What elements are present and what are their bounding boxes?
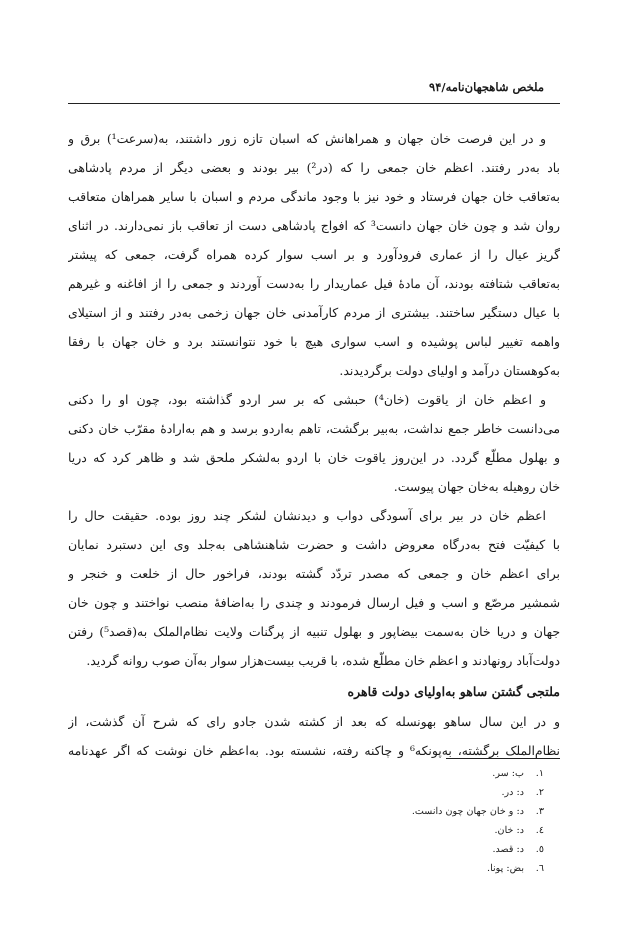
footnotes xyxy=(412,764,544,878)
text-line: باد به‌در رفتند. اعظم خان جمعی را که (در²) بیر بودند و بعضی دیگر از مردم پادشاهی xyxy=(68,160,560,175)
footnote-number: ٢. xyxy=(535,787,544,798)
footnote-text: ب: سر. xyxy=(492,768,524,779)
paragraph-3 xyxy=(68,501,560,675)
text-line: برای اعظم خان و جمعی که مصدر تردّد گشته بودند، فراخور حال از خلعت و خنجر و xyxy=(68,566,560,581)
footnote-text: د: قصد. xyxy=(492,844,524,855)
text-line: با کیفیّت فتح به‌درگاه معروض داشت و حضرت شاهنشاهی به‌جلد وی این دستبرد نمایان xyxy=(68,537,560,552)
text-line: و بهلول مطلّع گردد. در این‌روز یاقوت خان با اردو به‌لشکر ملحق شد و ظاهر کرد که دریا xyxy=(68,450,560,465)
header-title: ملخص شاهجهان‌نامه/۹۴ xyxy=(429,80,544,94)
paragraph-2 xyxy=(68,385,560,501)
text-line: شمشیر مرصّع و اسب و فیل ارسال فرمودند و چندی را به‌اضافهٔ منصب نواختند و چون خان xyxy=(68,595,560,610)
text-line: گریز عیال را از عماری فرودآورد و بر اسب سوار کرده همراه گرفت، جمعی که پیشتر xyxy=(68,247,560,262)
text-line: و اعظم خان از یاقوت (خان⁴) حبشی که بر سر اردو گذاشته بود، چون او را دکنی xyxy=(68,392,547,407)
header-rule xyxy=(68,103,560,104)
text-line: واهمه تغییر لباس پوشیده و اسب سواری هیچ با خود نتوانستند برد و خان جهان با رفقا xyxy=(68,334,560,349)
paragraph-1 xyxy=(68,124,560,385)
text-line: به‌تعاقب خان جهان فرستاد و خود نیز با وجود ماندگی مردم و اسبان با سایر همراهان متعاقب xyxy=(68,189,560,204)
text-line: با عیال دستگیر ساختند. بیشتری از مردم کارآمدنی خان جهان زخمی به‌در رفتند و از استیلای xyxy=(68,305,560,320)
footnote-number: ٥. xyxy=(535,844,544,855)
text-line: خان روهیله به‌خان جهان پیوست. xyxy=(393,479,560,494)
paragraph-4 xyxy=(68,707,560,765)
text-line: نظام‌الملک برگشته، به‌پونکه⁶ و چاکنه رفته، نشسته بود. به‌اعظم خان نوشت که اگر عهدنامه xyxy=(68,743,560,758)
text-line: و در این سال ساهو بهونسله که بعد از کشته شدن جادو رای که شرح آن گذشت، از xyxy=(68,714,560,729)
footnote xyxy=(412,783,544,802)
text-line: روان شد و چون خان جهان دانست³ که افواج پادشاهی دست از تعاقب باز نمی‌دارند. در اثنای xyxy=(68,218,560,233)
footnote-text: د: در. xyxy=(501,787,524,798)
footnote xyxy=(412,802,544,821)
footnote xyxy=(412,859,544,878)
text-line: اعظم خان در بیر برای آسودگی دواب و دیدنشان لشکر چند روز بوده. حقیقت حال را xyxy=(68,508,546,523)
footnote-rule xyxy=(446,758,560,759)
footnote xyxy=(412,840,544,859)
section-heading: ملتجی گشتن ساهو به‌اولیای دولت قاهره xyxy=(347,684,560,699)
footnote xyxy=(412,764,544,783)
text-line: جهان و دریا خان به‌سمت بیضاپور و بهلول تنبیه از پرگنات ولایت نظام‌الملک به(قصد⁵) رفتن xyxy=(68,624,560,639)
text-line: می‌دانست خاطر جمع نداشت، به‌بیر برگشت، تاهم به‌اردو برسد و هم به‌ارادهٔ مقرّب خان دکنی xyxy=(68,421,560,436)
footnote-text: د: و خان جهان چون دانست. xyxy=(411,806,524,817)
text-line: به‌تعاقب شتافته بودند، آن مادهٔ فیل عماریدار را به‌دست آوردند و جمعی را از افاغنه و غیرهم xyxy=(68,276,560,291)
footnote xyxy=(412,821,544,840)
footnote-text: بض: پونا. xyxy=(487,863,524,874)
running-header xyxy=(68,80,544,100)
footnote-number: ٣. xyxy=(535,806,544,817)
text-line: دولت‌آباد رونهادند و اعظم خان مطلّع شده، با قریب بیست‌هزار سوار به‌آن صوب روانه گردید. xyxy=(86,653,560,668)
footnote-text: د: خان. xyxy=(494,825,524,836)
footnote-number: ٤. xyxy=(535,825,544,836)
footnote-number: ١. xyxy=(535,768,544,779)
text-line: و در این فرصت خان جهان و همراهانش که اسبان تازه زور داشتند، به(سرعت¹) برق و xyxy=(68,131,546,146)
footnote-number: ٦. xyxy=(535,863,544,874)
main-text xyxy=(68,124,560,765)
text-line: به‌کوهستان درآمد و اولیای دولت برگردیدند. xyxy=(339,363,560,378)
